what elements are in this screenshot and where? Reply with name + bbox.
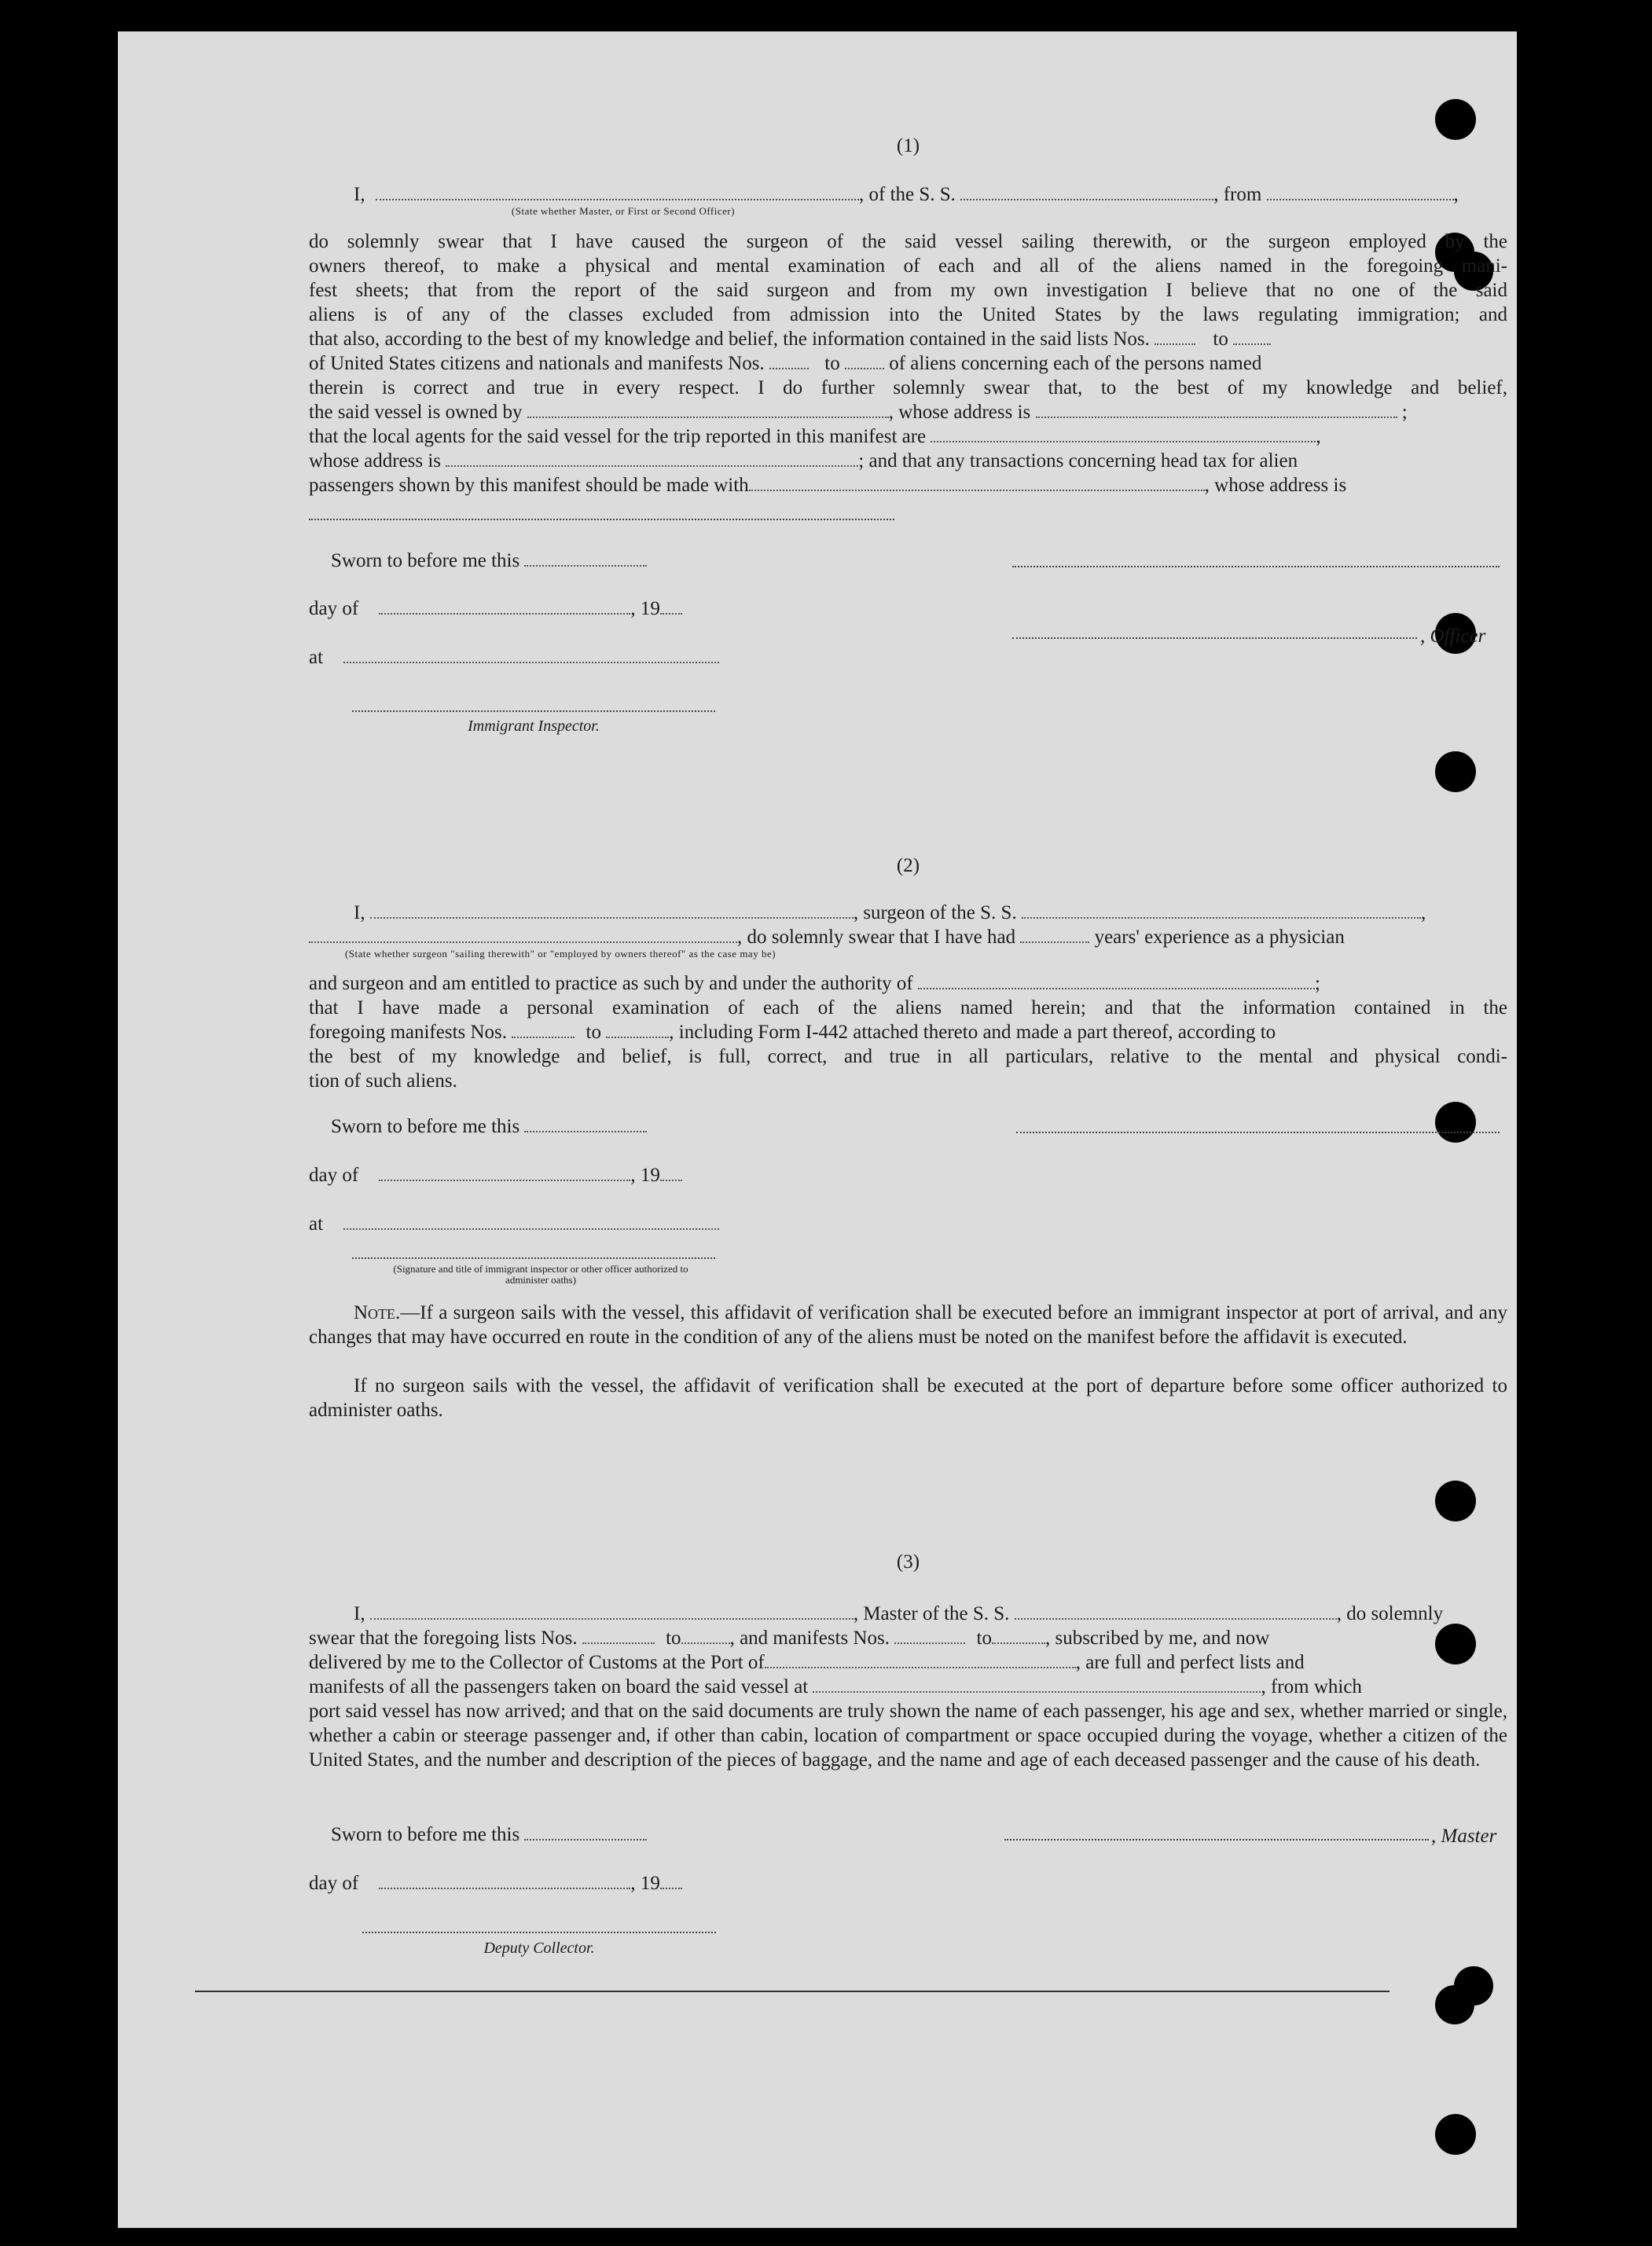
section-3-paragraph: port said vessel has now arrived; and that on the said documents are truly shown the name of each passenger, his age and sex, whether married or single, whether a cabin or steerage passenger and, if other than cabin, location of compartment or space occupied during the voyage, whether a citizen of the United States, and the number and description of the pieces of baggage, and the name and age of each deceased passenger and the cause of his death. bbox=[309, 1701, 1507, 1771]
form-page bbox=[118, 31, 1517, 2228]
s3-manifests-to-field[interactable] bbox=[992, 1628, 1045, 1644]
section-1-paragraph-line: owners thereof, to make a physical and mental examination of each and all of the aliens named in the foregoing mani- bbox=[309, 255, 1507, 277]
headtax-address-field[interactable] bbox=[309, 519, 894, 520]
s2-manifests-to-field[interactable] bbox=[606, 1022, 669, 1038]
section-2-line-1: I, , surgeon of the S. S. , bbox=[354, 902, 1426, 923]
section-3-line-2: swear that the foregoing lists Nos. to , and manifests Nos. to , subscribed by me, and now bbox=[309, 1628, 1270, 1649]
punch-hole bbox=[1435, 1985, 1474, 2024]
sworn-day-field[interactable] bbox=[524, 551, 647, 567]
year-field[interactable] bbox=[660, 599, 682, 615]
inspector-signature-field[interactable] bbox=[352, 710, 715, 712]
punch-hole bbox=[1435, 2114, 1476, 2155]
surgeon-caption: (State whether surgeon "sailing therewith" or "employed by owners thereof" as the case may be) bbox=[344, 948, 776, 960]
inspector-title-signature-field[interactable] bbox=[352, 1257, 715, 1259]
s3-day-of-month-field[interactable] bbox=[379, 1874, 630, 1889]
section-3-line-1: I, , Master of the S. S. , do solemnly bbox=[354, 1603, 1444, 1624]
bottom-rule bbox=[195, 1991, 1390, 1992]
immigrant-inspector-label: Immigrant Inspector. bbox=[468, 717, 600, 735]
at-line-1: at bbox=[309, 645, 1507, 670]
section-1-line-1: I, , of the S. S. , from , bbox=[354, 184, 1459, 205]
owner-field[interactable] bbox=[527, 402, 889, 418]
s3-manifests-from-field[interactable] bbox=[894, 1628, 965, 1644]
at-line-2: at bbox=[309, 1212, 1507, 1236]
section-1-paragraph-line: therein is correct and true in every respect. I do further solemnly swear that, to the best of my knowledge and belief, bbox=[309, 377, 1507, 398]
headtax-contact-field[interactable] bbox=[749, 475, 1205, 491]
punch-hole bbox=[1435, 1481, 1476, 1521]
day-of-line-3: day of , 19 bbox=[309, 1871, 1507, 1896]
section-3-line-3: delivered by me to the Collector of Customs at the Port of , are full and perfect lists and bbox=[309, 1652, 1305, 1673]
master-label: , Master bbox=[1431, 1826, 1497, 1847]
section-1-lists-line: that also, according to the best of my knowledge and belief, the information contained in the said lists Nos. to bbox=[309, 327, 1507, 351]
section-2-paragraph-line: that I have made a personal examination of each of the aliens named herein; and that the information contained in the bbox=[309, 997, 1507, 1018]
from-port-field[interactable] bbox=[1267, 185, 1454, 200]
day-of-line-2: day of , 19 bbox=[309, 1163, 1507, 1187]
sworn-line-3: Sworn to before me this bbox=[331, 1822, 1529, 1847]
sworn-line-2: Sworn to before me this bbox=[331, 1114, 1529, 1139]
section-2-paragraph-line: the best of my knowledge and belief, is full, correct, and true in all particulars, relative to the mental and physical condi- bbox=[309, 1046, 1507, 1067]
officer-label: , Officer bbox=[1420, 626, 1486, 647]
section-1-number: (1) bbox=[896, 135, 920, 156]
surgeon-name-field[interactable] bbox=[370, 903, 854, 919]
boarding-port-field[interactable] bbox=[813, 1677, 1261, 1693]
day-of-month-field[interactable] bbox=[379, 599, 630, 615]
section-2-line-3: and surgeon and am entitled to practice as such by and under the authority of ; bbox=[309, 973, 1320, 994]
section-1-agents-line: that the local agents for the said vessel for the trip reported in this manifest are , bbox=[309, 426, 1321, 447]
vessel-name-field[interactable] bbox=[960, 185, 1213, 200]
officer-signature-field[interactable] bbox=[1012, 566, 1500, 567]
section-1-manifests-line: of United States citizens and nationals and manifests Nos. to of aliens concerning each of the persons named bbox=[309, 353, 1262, 374]
signature-caption: (Signature and title of immigrant inspector or other officer authorized to administer oaths) bbox=[393, 1263, 688, 1286]
manifests-from-field[interactable] bbox=[769, 354, 809, 369]
s2-at-place-field[interactable] bbox=[343, 1214, 719, 1230]
section-3-line-4: manifests of all the passengers taken on board the said vessel at , from which bbox=[309, 1676, 1362, 1697]
years-experience-field[interactable] bbox=[1020, 927, 1089, 943]
section-1-headtax-line: passengers shown by this manifest should be made with , whose address is bbox=[309, 475, 1347, 496]
s2-manifests-from-field[interactable] bbox=[512, 1022, 575, 1038]
punch-hole bbox=[1435, 751, 1476, 792]
s3-sworn-day-field[interactable] bbox=[524, 1825, 647, 1840]
at-place-field[interactable] bbox=[343, 648, 719, 663]
local-agents-field[interactable] bbox=[931, 427, 1316, 442]
manifests-to-field[interactable] bbox=[845, 354, 884, 369]
master-name-field[interactable] bbox=[370, 1604, 854, 1620]
lists-to-field[interactable] bbox=[1233, 329, 1271, 345]
section-2-number: (2) bbox=[896, 855, 920, 876]
master-signature-field[interactable] bbox=[1004, 1839, 1429, 1840]
sworn-line-1: Sworn to before me this bbox=[331, 549, 1529, 573]
s2-year-field[interactable] bbox=[660, 1165, 682, 1181]
officer-name-field[interactable] bbox=[1012, 637, 1417, 639]
s3-lists-to-field[interactable] bbox=[681, 1628, 730, 1644]
section-1-owner-line: the said vessel is owned by , whose address is ; bbox=[309, 402, 1408, 423]
master-vessel-field[interactable] bbox=[1015, 1604, 1337, 1620]
s3-lists-from-field[interactable] bbox=[582, 1628, 655, 1644]
section-1-paragraph-line: aliens is of any of the classes excluded from admission into the United States by the laws regulating immigration; and bbox=[309, 304, 1507, 325]
collector-signature-field[interactable] bbox=[362, 1932, 716, 1933]
section-2-line-2: , do solemnly swear that I have had years' experience as a physician bbox=[309, 925, 1507, 949]
officer-caption: (State whether Master, or First or Second Officer) bbox=[511, 205, 736, 217]
note-paragraph: Note.—If a surgeon sails with the vessel, this affidavit of verification shall be executed before an immigrant inspector at port of arrival, and any changes that may have occurred en route in the condition of any of the aliens must be noted on the manifest before the affidavit is executed. bbox=[309, 1302, 1507, 1348]
lists-from-field[interactable] bbox=[1155, 329, 1195, 345]
section-1-paragraph-line: do solemnly swear that I have caused the surgeon of the said vessel sailing therewith, or the surgeon employed by the bbox=[309, 231, 1507, 252]
section-1-paragraph-line: fest sheets; that from the report of the said surgeon and from my own investigation I believe that no one of the said bbox=[309, 280, 1507, 301]
port-field[interactable] bbox=[765, 1653, 1076, 1668]
surgeon-status-field[interactable] bbox=[309, 927, 737, 943]
s3-year-field[interactable] bbox=[660, 1874, 682, 1889]
section-3-number: (3) bbox=[896, 1551, 920, 1573]
deputy-collector-label: Deputy Collector. bbox=[483, 1940, 595, 1957]
s2-day-of-month-field[interactable] bbox=[379, 1165, 630, 1181]
agents-address-field[interactable] bbox=[446, 451, 858, 467]
owner-address-field[interactable] bbox=[1036, 402, 1397, 418]
surgeon-vessel-field[interactable] bbox=[1022, 903, 1421, 919]
officer-field[interactable] bbox=[376, 185, 859, 200]
section-2-paragraph-line: tion of such aliens. bbox=[309, 1070, 457, 1092]
authority-field[interactable] bbox=[918, 974, 1315, 989]
s2-sworn-day-field[interactable] bbox=[524, 1117, 647, 1132]
section-2-manifests-line: foregoing manifests Nos. to , including Form I-442 attached thereto and made a part thereof, according to bbox=[309, 1022, 1276, 1043]
section-1-address-line: whose address is ; and that any transactions concerning head tax for alien bbox=[309, 450, 1298, 472]
day-of-line-1: day of , 19 bbox=[309, 596, 1507, 621]
note-paragraph-2: If no surgeon sails with the vessel, the affidavit of verification shall be executed at the port of departure before some officer authorized to administer oaths. bbox=[309, 1375, 1507, 1421]
surgeon-signature-field[interactable] bbox=[1016, 1132, 1500, 1133]
